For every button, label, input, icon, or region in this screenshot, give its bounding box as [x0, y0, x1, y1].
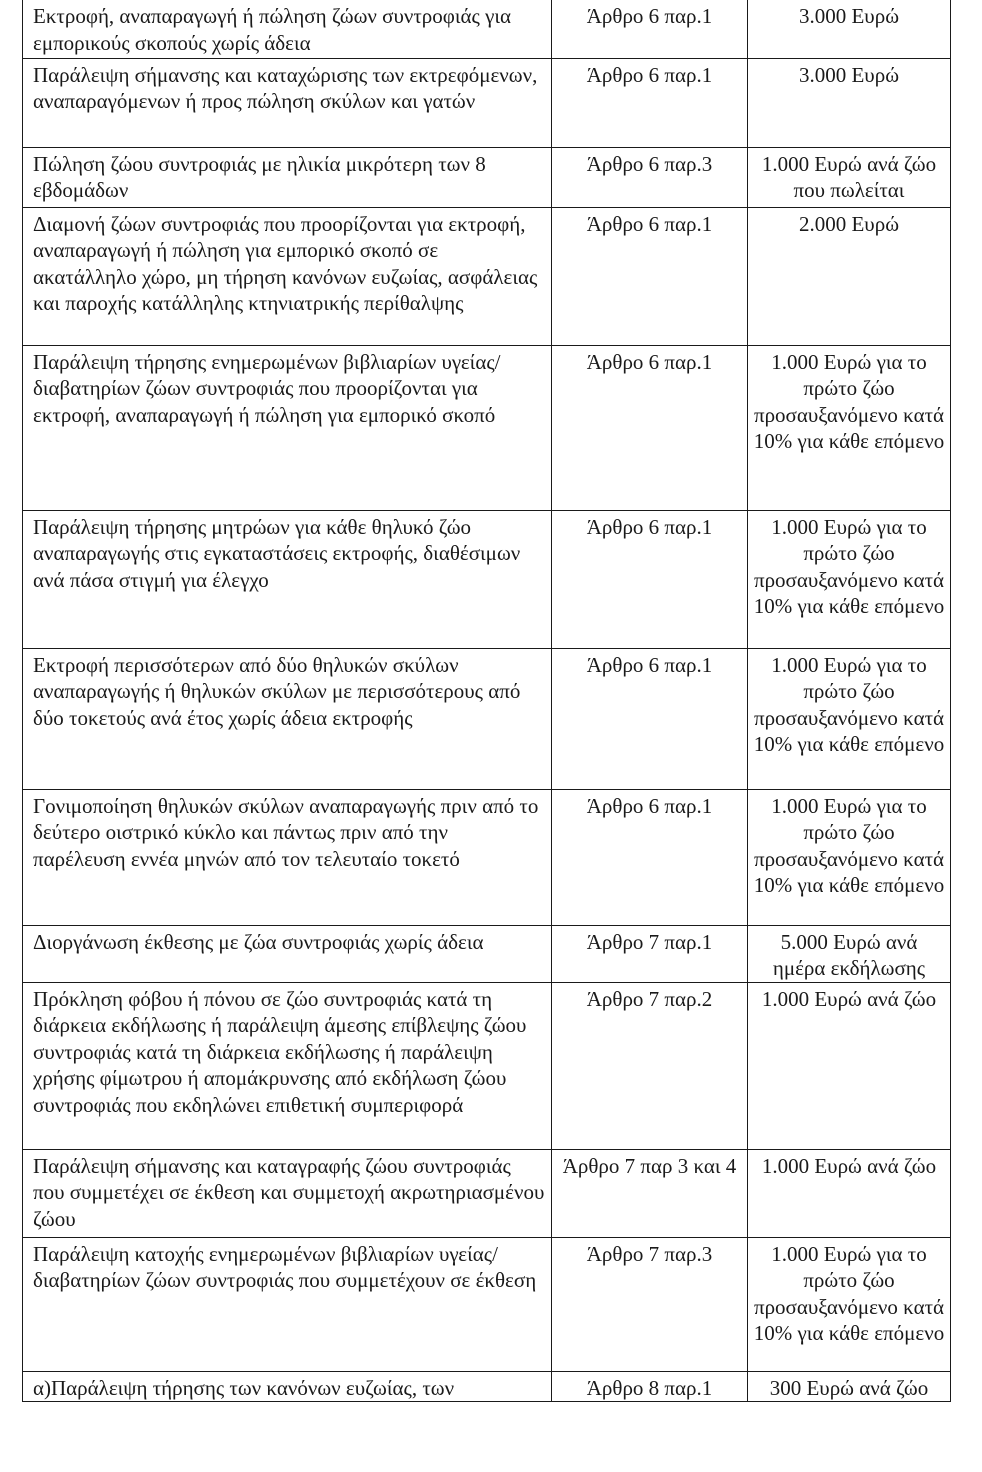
article-cell: Άρθρο 6 παρ.3 — [552, 147, 748, 207]
table-row — [23, 510, 951, 648]
penalty-cell: 300 Ευρώ ανά ζώο — [748, 1371, 951, 1402]
penalty-cell: 1.000 Ευρώ για το πρώτο ζώο προσαυξανόμενο κατά 10% για κάθε επόμενο — [748, 648, 951, 789]
article-cell: Άρθρο 6 παρ.1 — [552, 510, 748, 648]
penalty-cell: 3.000 Ευρώ — [748, 58, 951, 147]
article-cell: Άρθρο 6 παρ.1 — [552, 345, 748, 510]
violation-cell: Πρόκληση φόβου ή πόνου σε ζώο συντροφιάς κατά τη διάρκεια εκδήλωσης ή παράλειψη άμεσης επίβλεψης ζώου συντροφιάς κατά τη διάρκεια εκδήλωσης ή παράλειψη χρήσης φίμωτρου ή απομάκρυνσης από εκδήλωση ζώου συντροφιάς που εκδηλώνει επιθετική συμπεριφορά — [23, 982, 552, 1149]
article-cell: Άρθρο 6 παρ.1 — [552, 58, 748, 147]
violation-cell: Παράλειψη σήμανσης και καταχώρισης των εκτρεφόμενων, αναπαραγόμενων ή προς πώληση σκύλων και γατών — [23, 58, 552, 147]
article-cell: Άρθρο 7 παρ.1 — [552, 925, 748, 982]
table-row — [23, 1237, 951, 1371]
table-row — [23, 925, 951, 982]
article-cell: Άρθρο 8 παρ.1 — [552, 1371, 748, 1402]
table-row — [23, 982, 951, 1149]
table-row — [23, 147, 951, 207]
penalty-cell: 2.000 Ευρώ — [748, 207, 951, 345]
table-row — [23, 648, 951, 789]
penalty-cell: 1.000 Ευρώ ανά ζώο — [748, 1149, 951, 1237]
penalty-cell: 1.000 Ευρώ για το πρώτο ζώο προσαυξανόμενο κατά 10% για κάθε επόμενο — [748, 345, 951, 510]
table-row — [23, 58, 951, 147]
violation-cell: Διαμονή ζώων συντροφιάς που προορίζονται για εκτροφή, αναπαραγωγή ή πώληση για εμπορικό σκοπό σε ακατάλληλο χώρο, μη τήρηση κανόνων ευζωίας, ασφάλειας και παροχής κατάλληλης κτηνιατρικής περίθαλψης — [23, 207, 552, 345]
table-row — [23, 345, 951, 510]
penalty-cell: 1.000 Ευρώ για το πρώτο ζώο προσαυξανόμενο κατά 10% για κάθε επόμενο — [748, 1237, 951, 1371]
penalty-cell: 1.000 Ευρώ για το πρώτο ζώο προσαυξανόμενο κατά 10% για κάθε επόμενο — [748, 789, 951, 925]
penalty-cell: 5.000 Ευρώ ανά ημέρα εκδήλωσης — [748, 925, 951, 982]
table-row — [23, 1371, 951, 1402]
violation-cell: Εκτροφή, αναπαραγωγή ή πώληση ζώων συντροφιάς για εμπορικούς σκοπούς χωρίς άδεια — [23, 0, 552, 58]
article-cell: Άρθρο 6 παρ.1 — [552, 648, 748, 789]
penalty-cell: 1.000 Ευρώ ανά ζώο που πωλείται — [748, 147, 951, 207]
article-cell: Άρθρο 7 παρ 3 και 4 — [552, 1149, 748, 1237]
table-row — [23, 207, 951, 345]
penalty-cell: 3.000 Ευρώ — [748, 0, 951, 58]
violation-cell: Εκτροφή περισσότερων από δύο θηλυκών σκύλων αναπαραγωγής ή θηλυκών σκύλων με περισσότερους από δύο τοκετούς ανά έτος χωρίς άδεια εκτροφής — [23, 648, 552, 789]
table-row — [23, 0, 951, 58]
article-cell: Άρθρο 6 παρ.1 — [552, 207, 748, 345]
violation-cell: Παράλειψη σήμανσης και καταγραφής ζώου συντροφιάς που συμμετέχει σε έκθεση και συμμετοχή ακρωτηριασμένου ζώου — [23, 1149, 552, 1237]
violation-cell: Διοργάνωση έκθεσης με ζώα συντροφιάς χωρίς άδεια — [23, 925, 552, 982]
article-cell: Άρθρο 7 παρ.3 — [552, 1237, 748, 1371]
penalty-cell: 1.000 Ευρώ ανά ζώο — [748, 982, 951, 1149]
violation-cell: Γονιμοποίηση θηλυκών σκύλων αναπαραγωγής πριν από το δεύτερο οιστρικό κύκλο και πάντως πριν από την παρέλευση εννέα μηνών από τον τελευταίο τοκετό — [23, 789, 552, 925]
violation-cell: Πώληση ζώου συντροφιάς με ηλικία μικρότερη των 8 εβδομάδων — [23, 147, 552, 207]
violation-cell: α)Παράλειψη τήρησης των κανόνων ευζωίας, των — [23, 1371, 552, 1402]
penalty-cell: 1.000 Ευρώ για το πρώτο ζώο προσαυξανόμενο κατά 10% για κάθε επόμενο — [748, 510, 951, 648]
violation-cell: Παράλειψη τήρησης μητρώων για κάθε θηλυκό ζώο αναπαραγωγής στις εγκαταστάσεις εκτροφής, διαθέσιμων ανά πάσα στιγμή για έλεγχο — [23, 510, 552, 648]
article-cell: Άρθρο 7 παρ.2 — [552, 982, 748, 1149]
article-cell: Άρθρο 6 παρ.1 — [552, 789, 748, 925]
penalties-table — [22, 0, 951, 1402]
violation-cell: Παράλειψη κατοχής ενημερωμένων βιβλιαρίων υγείας/διαβατηρίων ζώων συντροφιάς που συμμετέχουν σε έκθεση — [23, 1237, 552, 1371]
table-row — [23, 789, 951, 925]
table-row — [23, 1149, 951, 1237]
violation-cell: Παράλειψη τήρησης ενημερωμένων βιβλιαρίων υγείας/διαβατηρίων ζώων συντροφιάς που προορίζονται για εκτροφή, αναπαραγωγή ή πώληση για εμπορικό σκοπό — [23, 345, 552, 510]
article-cell: Άρθρο 6 παρ.1 — [552, 0, 748, 58]
